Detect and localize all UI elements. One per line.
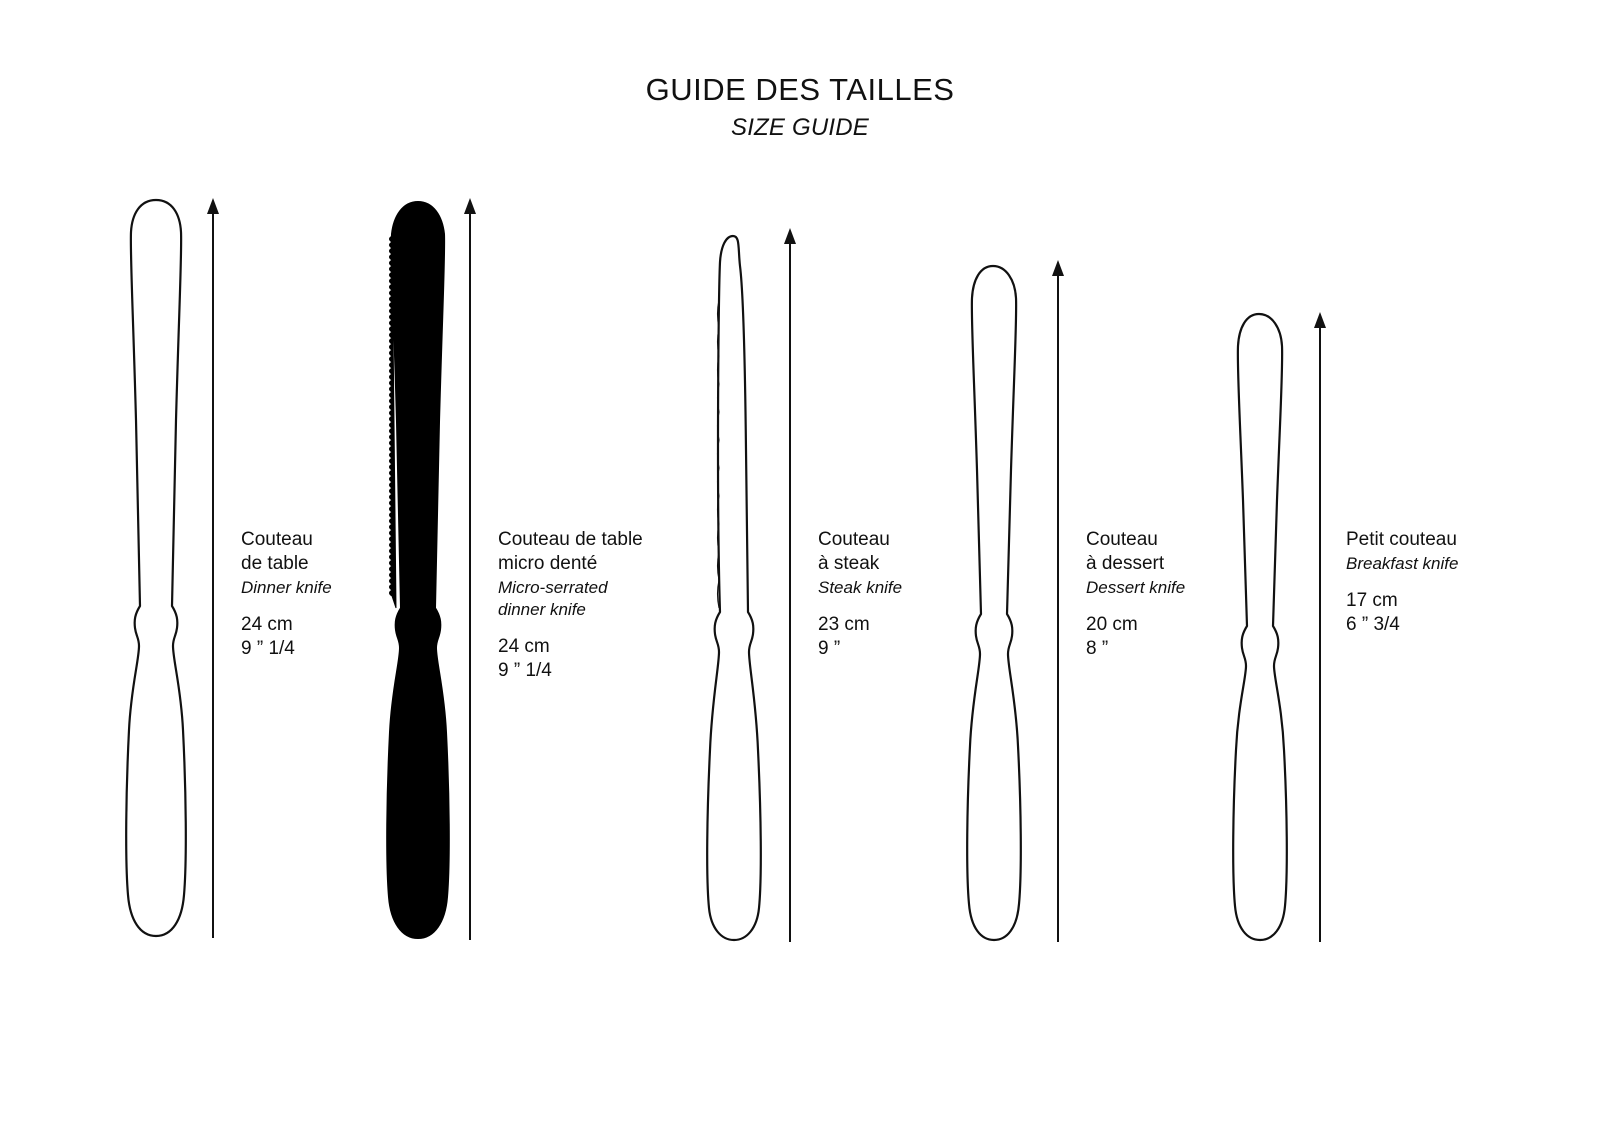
micro-serrated-dimensions xyxy=(498,635,643,683)
steak-knife-name-fr-line2: à steak xyxy=(818,553,880,574)
breakfast-knife-size-in: 6 ” 3/4 xyxy=(1346,614,1400,635)
dessert-knife-name-en: Dessert knife xyxy=(1086,578,1186,597)
micro-serrated-name-fr-line1: Couteau de table xyxy=(498,529,643,550)
steak-knife-dimensions xyxy=(818,613,902,661)
dinner-knife-name-fr-line1: Couteau xyxy=(241,529,313,550)
micro-serrated-name-fr-line2: micro denté xyxy=(498,553,598,574)
dinner-knife-name-fr-line2: de table xyxy=(241,553,309,574)
knife-group-micro-serrated-dinner-knife xyxy=(370,0,710,1125)
dessert-knife-dimensions xyxy=(1086,613,1185,661)
breakfast-knife-name-fr-line1: Petit couteau xyxy=(1346,529,1457,550)
micro-serrated-size-in: 9 ” 1/4 xyxy=(498,660,552,681)
steak-knife-size-in: 9 ” xyxy=(818,638,841,659)
steak-knife-size-cm: 23 cm xyxy=(818,614,870,635)
dinner-knife-size-in: 9 ” 1/4 xyxy=(241,638,295,659)
page-title: GUIDE DES TAILLES xyxy=(645,72,955,107)
page-subtitle: SIZE GUIDE xyxy=(730,114,870,141)
dessert-knife-size-in: 8 ” xyxy=(1086,638,1109,659)
micro-serrated-dinner-knife-caption xyxy=(498,528,643,683)
micro-serrated-name-en-line1: Micro-serrated xyxy=(498,578,608,597)
dinner-knife-name-en: Dinner knife xyxy=(241,578,332,597)
dinner-knife-caption xyxy=(241,528,332,661)
dessert-knife-name-fr-line1: Couteau xyxy=(1086,529,1158,550)
micro-serrated-size-cm: 24 cm xyxy=(498,636,550,657)
steak-knife-name-en: Steak knife xyxy=(818,578,903,597)
micro-serrated-name-en-line2: dinner knife xyxy=(498,600,586,619)
dessert-knife-caption xyxy=(1086,528,1185,661)
knife-group-breakfast-knife xyxy=(1215,0,1545,1125)
steak-knife-name-fr-line1: Couteau xyxy=(818,529,890,550)
breakfast-knife-name-en: Breakfast knife xyxy=(1346,554,1459,573)
steak-knife-caption xyxy=(818,528,902,661)
breakfast-knife-size-cm: 17 cm xyxy=(1346,590,1398,611)
dinner-knife-size-cm: 24 cm xyxy=(241,614,293,635)
breakfast-knife-dimensions xyxy=(1346,589,1458,637)
dessert-knife-name-fr-line2: à dessert xyxy=(1086,553,1165,574)
dessert-knife-size-cm: 20 cm xyxy=(1086,614,1138,635)
dinner-knife-dimensions xyxy=(241,613,332,661)
breakfast-knife-caption xyxy=(1346,528,1458,637)
